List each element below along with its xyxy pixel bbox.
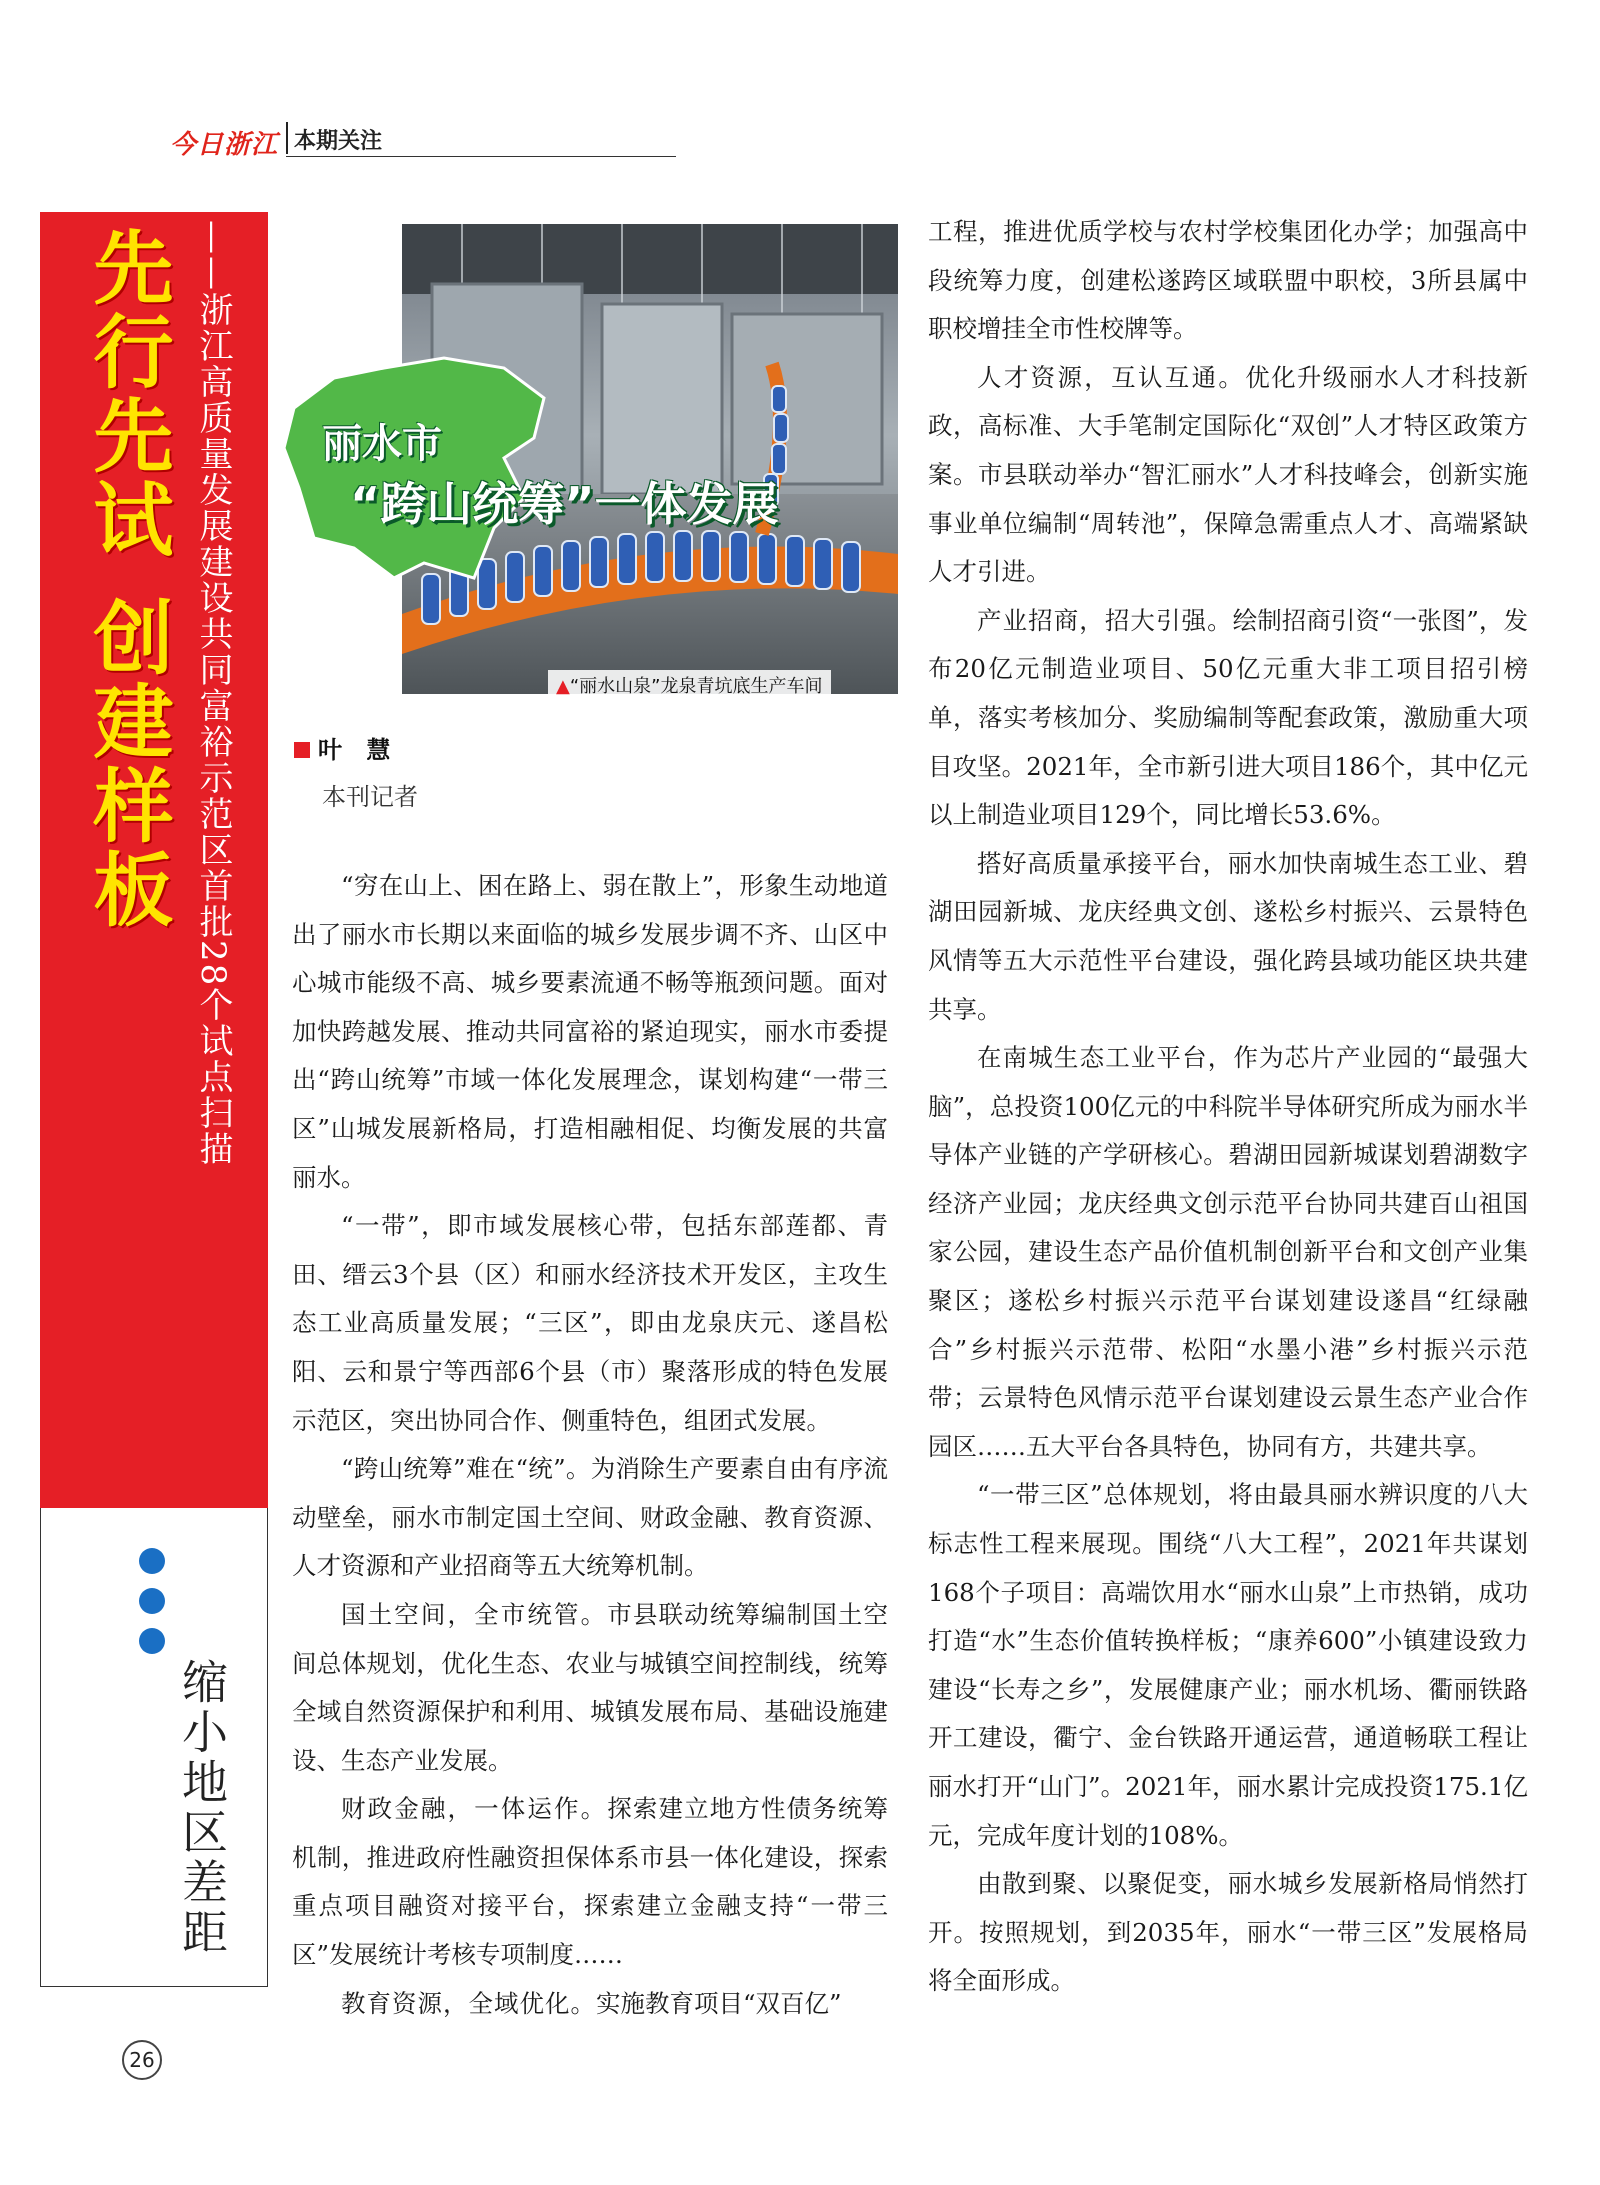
overlay-city-name: 丽水市 <box>322 421 442 467</box>
page-header <box>170 118 510 158</box>
paragraph-text: 探索建立地方性债务统筹机制，推进政府性融资担保体系市县一体化建设，探索重点项目融资对接平台，探索建立金融支持“一带三区”发展统计考核专项制度…… <box>292 1794 888 1970</box>
map-title-overlay <box>274 338 794 588</box>
triangle-icon: ▲ <box>556 676 570 697</box>
article-paragraph <box>292 862 888 1202</box>
paragraph-text: 市县联动统筹编制国土空间总体规划，优化生态、农业与城镇空间控制线，统筹全域自然资源保护和利用、城镇发展布局、基础设施建设、生态产业发展。 <box>292 1599 888 1775</box>
paragraph-lead-phrase: 国土空间，全市统管。 <box>341 1599 608 1629</box>
paragraph-text: 由散到聚、以聚促变，丽水城乡发展新格局悄然打开。按照规划，到2035年，丽水“一带三区”发展格局将全面形成。 <box>928 1869 1528 1996</box>
article-paragraph <box>928 597 1528 840</box>
header-rule <box>286 156 676 157</box>
paragraph-text: 工程，推进优质学校与农村学校集团化办学；加强高中段统筹力度，创建松遂跨区域联盟中职校，3所县属中职校增挂全市性校牌等。 <box>928 217 1528 344</box>
article-paragraph <box>928 208 1528 354</box>
overlay-slogan: “跨山统筹”一体发展 <box>350 477 779 531</box>
article-paragraph <box>292 1980 888 2029</box>
red-square-icon <box>294 742 310 758</box>
article-paragraph <box>292 1591 888 1785</box>
byline <box>294 730 418 812</box>
paragraph-lead-phrase: 产业招商，招大引强。 <box>977 605 1233 635</box>
article-paragraph <box>928 840 1528 1034</box>
magazine-brand: 今日浙江 <box>170 130 279 160</box>
headline-part-2: 创建样板 <box>80 596 173 932</box>
author-row <box>294 730 418 765</box>
article-paragraph <box>292 1445 888 1591</box>
paragraph-text: 优化升级丽水人才科技新政，高标准、大手笔制定国际化“双创”人才特区政策方案。市县联动举办“智汇丽水”人才科技峰会，创新实施事业单位编制“周转池”，保障急需重点人才、高端紧缺人才引进。 <box>928 362 1528 587</box>
author-name: 叶 慧 <box>318 736 399 764</box>
blue-dot-icon <box>139 1588 165 1614</box>
paragraph-text: 绘制招商引资“一张图”，发布20亿元制造业项目、50亿元重大非工项目招引榜单，落实考核加分、奖励编制等配套政策，激励重大项目攻坚。2021年，全市新引进大项目186个，其中亿元以上制造业项目129个，同比增长53.6%。 <box>928 605 1528 830</box>
article-column-right <box>928 208 1528 2006</box>
blue-dot-icon <box>139 1548 165 1574</box>
paragraph-text: 搭好高质量承接平台，丽水加快南城生态工业、碧湖田园新城、龙庆经典文创、遂松乡村振兴、云景特色风情等五大示范性平台建设，强化跨县域功能区块共建共享。 <box>928 848 1528 1024</box>
blue-dot-icon <box>139 1628 165 1654</box>
article-paragraph <box>928 1860 1528 2006</box>
photo-caption <box>548 670 831 700</box>
topic-box <box>40 1508 268 1987</box>
paragraph-text: “一带”，即市域发展核心带，包括东部莲都、青田、缙云3个县（区）和丽水经济技术开发区，主攻生态工业高质量发展；“三区”，即由龙泉庆元、遂昌松阳、云和景宁等西部6个县（市）聚落形成的特色发展示范区，突出协同合作、侧重特色，组团式发展。 <box>292 1211 888 1435</box>
paragraph-text: 在南城生态工业平台，作为芯片产业园的“最强大脑”，总投资100亿元的中科院半导体研究所成为丽水半导体产业链的产学研核心。碧湖田园新城谋划碧湖数字经济产业园；龙庆经典文创示范平台协同共建百山祖国家公园，建设生态产品价值机制创新平台和文创产业集聚区；遂松乡村振兴示范平台谋划建设遂昌“红绿融合”乡村振兴示范带、松阳“水墨小港”乡村振兴示范带；云景特色风情示范平台谋划建设云景生态产业合作园区……五大平台各具特色，协同有方，共建共享。 <box>928 1043 1528 1461</box>
headline-part-1: 先行先试 <box>80 226 173 562</box>
page-number: 26 <box>122 2040 162 2080</box>
photo-caption-text: “丽水山泉”龙泉青坑底生产车间 <box>569 676 823 697</box>
topic-label: 缩小地区差距 <box>175 1658 229 1958</box>
paragraph-text: “跨山统筹”难在“统”。为消除生产要素自由有序流动壁垒，丽水市制定国土空间、财政金融、教育资源、人才资源和产业招商等五大统筹机制。 <box>292 1454 888 1581</box>
banner-subtitle: ——浙江高质量发展建设共同富裕示范区首批28个试点扫描 <box>193 220 233 1168</box>
article-paragraph <box>928 1034 1528 1471</box>
section-label: 本期关注 <box>294 129 383 154</box>
article-column-middle <box>292 862 888 2028</box>
article-paragraph <box>292 1202 888 1445</box>
paragraph-lead-phrase: 财政金融，一体运作。 <box>341 1794 608 1824</box>
paragraph-text: “穷在山上、困在路上、弱在散上”，形象生动地道出了丽水市长期以来面临的城乡发展步调不齐、山区中心城市能级不高、城乡要素流通不畅等瓶颈问题。面对加快跨越发展、推动共同富裕的紧迫现实，丽水市委提出“跨山统筹”市域一体化发展理念，谋划构建“一带三区”山城发展新格局，打造相融相促、均衡发展的共富丽水。 <box>292 871 888 1192</box>
bullet-dots <box>139 1548 167 1668</box>
header-divider <box>286 122 288 154</box>
article-paragraph <box>928 354 1528 597</box>
article-paragraph <box>928 1471 1528 1860</box>
paragraph-lead-phrase: 人才资源，互认互通。 <box>977 362 1246 392</box>
paragraph-text: “一带三区”总体规划，将由最具丽水辨识度的八大标志性工程来展现。围绕“八大工程”，2021年共谋划168个子项目：高端饮用水“丽水山泉”上市热销，成功打造“水”生态价值转换样板；“康养600”小镇建设致力建设“长寿之乡”，发展健康产业；丽水机场、衢丽铁路开工建设，衢宁、金台铁路开通运营，通道畅联工程让丽水打开“山门”。2021年，丽水累计完成投资175.1亿元，完成年度计划的108%。 <box>928 1480 1528 1850</box>
paragraph-text: 实施教育项目“双百亿” <box>596 1988 842 2018</box>
paragraph-lead-phrase: 教育资源，全域优化。 <box>341 1988 596 2018</box>
author-role: 本刊记者 <box>322 783 418 811</box>
article-paragraph <box>292 1785 888 1979</box>
